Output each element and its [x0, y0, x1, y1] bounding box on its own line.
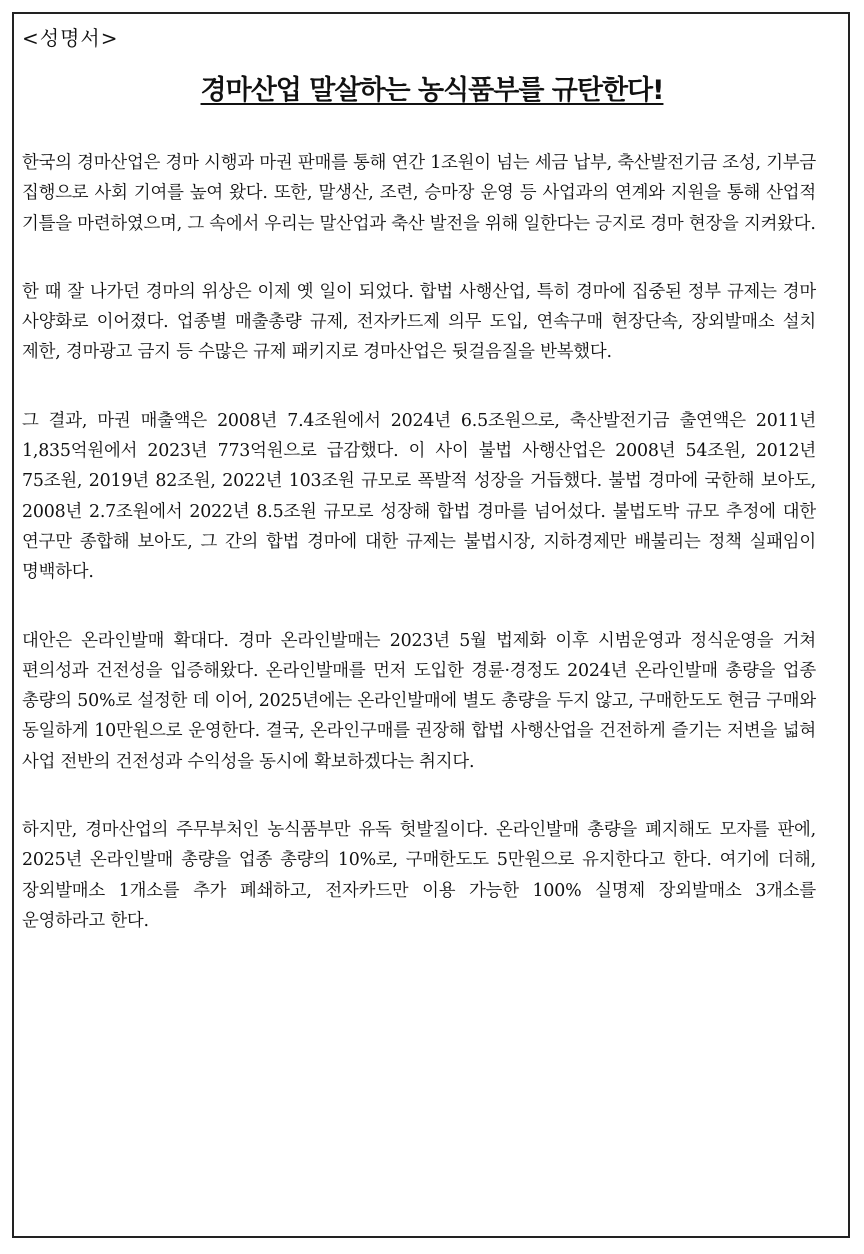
- document-title-text: 경마산업 말살하는 농식품부를 규탄한다!: [200, 75, 664, 106]
- paragraph-4: 대안은 온라인발매 확대다. 경마 온라인발매는 2023년 5월 법제화 이후 시범운영과 정식운영을 거쳐 편의성과 건전성을 입증해왔다. 온라인발매를 먼저 도입한 경륜·경정도 2024년 온라인발매 총량을 업종 총량의 50%로 설정한 데 이어, 2025년에는 온라인발매에 별도 총량을 두지 않고, 구매한도도 현금 구매와 동일하게 10만원으로 운영한다. 결국, 온라인구매를 권장해 합법 사행산업을 건전하게 즐기는 저변을 넓혀 사업 전반의 건전성과 수익성을 동시에 확보하겠다는 취지다.: [22, 630, 816, 772]
- document-body: [22, 148, 816, 974]
- paragraph-1: 한국의 경마산업은 경마 시행과 마권 판매를 통해 연간 1조원이 넘는 세금 납부, 축산발전기금 조성, 기부금 집행으로 사회 기여를 높여 왔다. 또한, 말생산, 조련, 승마장 운영 등 사업과의 연계와 지원을 통해 산업적 기틀을 마련하였으며, 그 속에서 우리는 말산업과 축산 발전을 위해 일한다는 긍지로 경마 현장을 지켜왔다.: [22, 153, 816, 234]
- document-label: <성명서>: [22, 26, 119, 50]
- paragraph-5: 하지만, 경마산업의 주무부처인 농식품부만 유독 헛발질이다. 온라인발매 총량을 폐지해도 모자를 판에, 2025년 온라인발매 총량을 업종 총량의 10%로, 구매한도도 5만원으로 유지한다고 한다. 여기에 더해, 장외발매소 1개소를 추가 폐쇄하고, 전자카드만 이용 가능한 100% 실명제 장외발매소 3개소를 운영하라고 한다.: [22, 820, 816, 931]
- document-title: [0, 68, 864, 107]
- paragraph-2: 한 때 잘 나가던 경마의 위상은 이제 옛 일이 되었다. 합법 사행산업, 특히 경마에 집중된 정부 규제는 경마 사양화로 이어졌다. 업종별 매출총량 규제, 전자카드제 의무 도입, 연속구매 현장단속, 장외발매소 설치 제한, 경마광고 금지 등 수많은 규제 패키지로 경마산업은 뒷걸음질을 반복했다.: [22, 281, 816, 363]
- paragraph-3: 그 결과, 마권 매출액은 2008년 7.4조원에서 2024년 6.5조원으로, 축산발전기금 출연액은 2011년 1,835억원에서 2023년 773억원으로 급감했다. 이 사이 불법 사행산업은 2008년 54조원, 2012년 75조원, 2019년 82조원, 2022년 103조원 규모로 폭발적 성장을 거듭했다. 불법 경마에 국한해 보아도, 2008년 2.7조원에서 2022년 8.5조원 규모로 성장해 합법 경마를 넘어섰다. 불법도박 규모 추정에 대한 연구만 종합해 보아도, 그 간의 합법 경마에 대한 규제는 불법시장, 지하경제만 배불리는 정책 실패임이 명백하다.: [22, 410, 816, 583]
